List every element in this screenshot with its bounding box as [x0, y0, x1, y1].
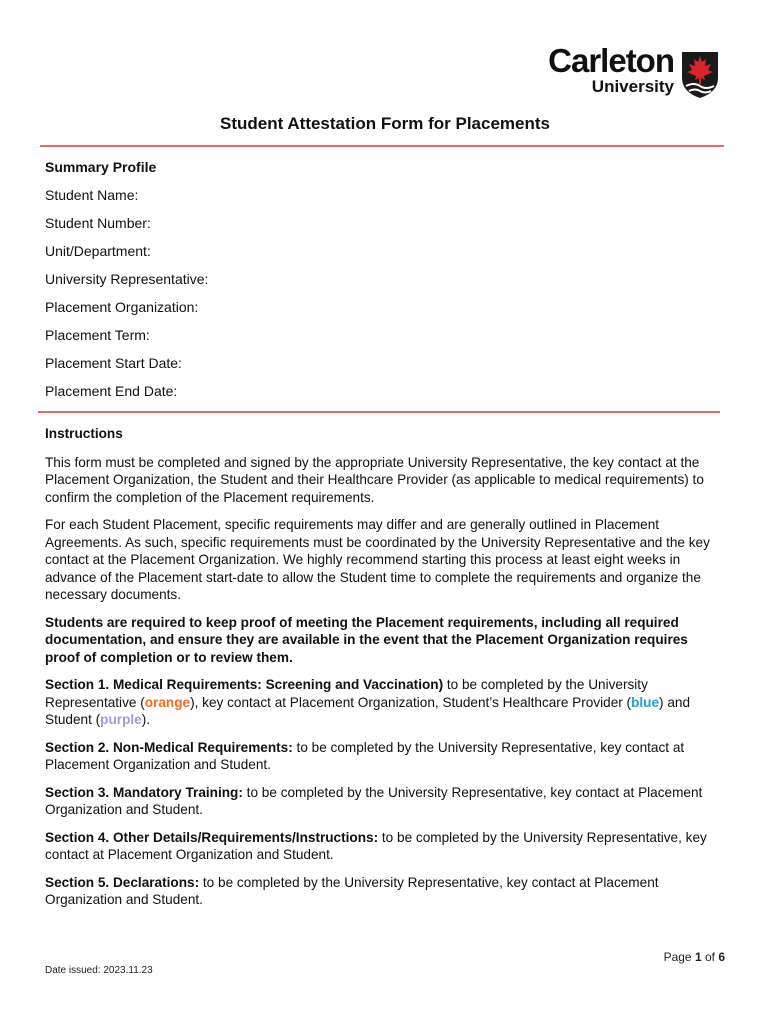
- instructions-section: [45, 425, 725, 919]
- summary-heading: Summary Profile: [45, 159, 157, 175]
- divider-middle: [38, 411, 720, 413]
- section-5-description: [45, 874, 725, 909]
- logo-wordmark: [548, 44, 674, 96]
- logo-name-bottom: University: [591, 77, 674, 96]
- date-issued: Date issued: 2023.11.23: [45, 965, 153, 976]
- divider-top: [40, 145, 724, 147]
- section-1-description: [45, 676, 725, 729]
- carleton-logo: [538, 44, 720, 102]
- field-student-number: Student Number:: [45, 215, 151, 231]
- field-placement-start-date: Placement Start Date:: [45, 355, 182, 371]
- field-unit-department: Unit/Department:: [45, 243, 151, 259]
- field-placement-term: Placement Term:: [45, 327, 150, 343]
- section-4-description: [45, 829, 725, 864]
- section-3-text: to be completed by the University Representative, key contact at Placement Organization and Student.: [45, 784, 703, 817]
- page-word: Page: [663, 950, 695, 964]
- section-3-description: [45, 784, 725, 819]
- page-title: Student Attestation Form for Placements: [220, 114, 550, 133]
- shield-icon: [680, 48, 720, 100]
- instructions-paragraph-3: Students are required to keep proof of meeting the Placement requirements, including all required documentation, and ensure they are available in the event that the Placement Organization requires proof of completion or to review them.: [45, 614, 688, 665]
- page-current: 1: [694, 950, 702, 964]
- color-label-purple: purple: [100, 712, 142, 727]
- field-placement-organization: Placement Organization:: [45, 299, 199, 315]
- page-of: of: [701, 950, 719, 964]
- instructions-paragraph-2: For each Student Placement, specific requirements may differ and are generally outlined in Placement Agreements. As such, specific requirements must be coordinated by the University Representative and the key contact at the Placement Organization. We highly recommend starting this process at least eight weeks in advance of the Placement start-date to allow the Student time to complete the requirements and organize the necessary documents.: [45, 517, 710, 602]
- section-1-text-a: to be completed by the University Representative (: [45, 677, 648, 710]
- color-label-orange: orange: [144, 694, 191, 710]
- section-4-text: to be completed by the University Representative, key contact at Placement Organization and Student.: [45, 829, 707, 862]
- section-1-text-b: ), key contact at Placement Organization, Student’s Healthcare Provider (: [190, 694, 632, 710]
- summary-profile: [45, 158, 208, 410]
- section-1-text-d: ).: [141, 712, 151, 727]
- section-2-text: to be completed by the University Representative, key contact at Placement Organization and Student.: [45, 739, 685, 772]
- section-4-label: Section 4. Other Details/Requirements/Instructions:: [45, 829, 379, 845]
- field-university-representative: University Representative:: [45, 271, 209, 287]
- color-label-blue: blue: [631, 694, 660, 710]
- section-5-label: Section 5. Declarations:: [45, 874, 200, 890]
- page-total: 6: [718, 950, 725, 964]
- page-number: [664, 950, 725, 964]
- field-placement-end-date: Placement End Date:: [45, 383, 178, 399]
- section-5-text: to be completed by the University Representative, key contact at Placement Organization and Student.: [45, 874, 659, 907]
- field-student-name: Student Name:: [45, 187, 139, 203]
- instructions-paragraph-1: This form must be completed and signed by the appropriate University Representative, the key contact at the Placement Organization, the Student and their Healthcare Provider (as applicable to medical requirements) to confirm the completion of the Placement requirements.: [45, 454, 704, 505]
- logo-name-top: Carleton: [548, 42, 674, 79]
- section-3-label: Section 3. Mandatory Training:: [45, 784, 243, 800]
- section-2-label: Section 2. Non-Medical Requirements:: [45, 739, 293, 755]
- section-1-label: Section 1. Medical Requirements: Screening and Vaccination): [45, 677, 444, 692]
- section-1-text-c: ) and Student (: [45, 694, 691, 727]
- instructions-heading: Instructions: [45, 426, 123, 441]
- section-2-description: [45, 739, 725, 774]
